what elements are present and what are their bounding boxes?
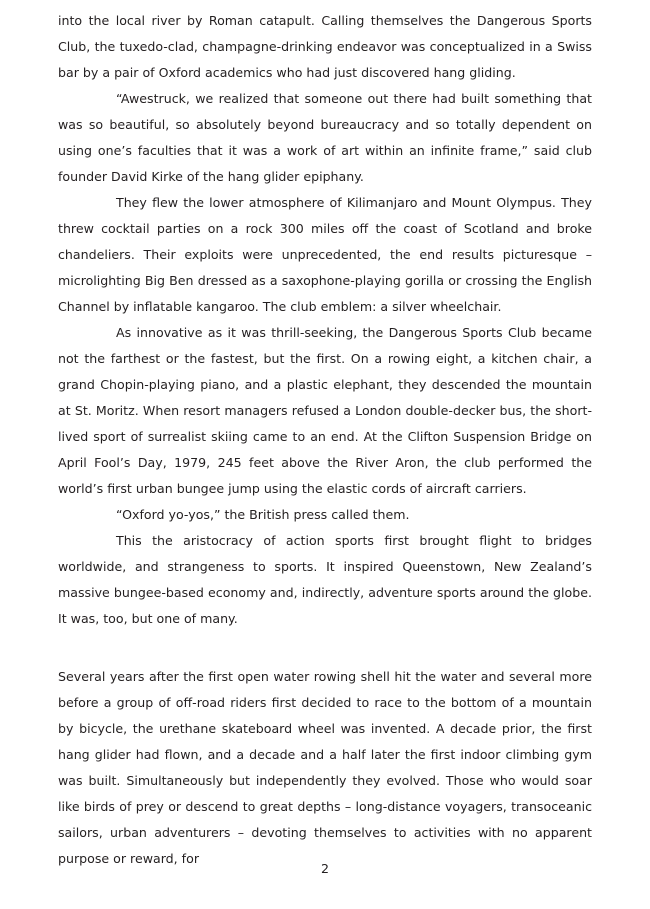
- paragraph-continuation: into the local river by Roman catapult. Calling themselves the Dangerous Sports Club, the tuxedo-clad, champagne-drinking endeavor was conceptualized in a Swiss bar by a pair of Oxford academics who had just discovered hang gliding.: [58, 13, 592, 80]
- page-number: 2: [320, 861, 329, 876]
- paragraph-first-bungee: As innovative as it was thrill-seeking, the Dangerous Sports Club became not the farthest or the fastest, but the first. On a rowing eight, a kitchen chair, a grand Chopin-playing piano, and a plastic elephant, they descended the mountain at St. Moritz. When resort managers refused a London double-decker bus, the short-lived sport of surrealist skiing came to an end. At the Clifton Suspension Bridge on April Fool’s Day, 1979, 245 feet above the River Aron, the club performed the world’s first urban bungee jump using the elastic cords of aircraft carriers.: [58, 325, 592, 496]
- paragraph-exploits: They flew the lower atmosphere of Kilimanjaro and Mount Olympus. They threw cocktail parties on a rock 300 miles off the coast of Scotland and broke chandeliers. Their exploits were unprecedented, the end results picturesque – microlighting Big Ben dressed as a saxophone-playing gorilla or crossing the English Channel by inflatable kangaroo. The club emblem: a silver wheelchair.: [58, 195, 592, 314]
- paragraph-evolution: Several years after the first open water rowing shell hit the water and several more before a group of off-road riders first decided to race to the bottom of a mountain by bicycle, the urethane skateboard wheel was invented. A decade prior, the first hang glider had flown, and a decade and a half later the first indoor climbing gym was built. Simultaneously but independently they evolved. Those who would soar like birds of prey or descend to great depths – long-distance voyagers, transoceanic sailors, urban adventurers – devoting themselves to activities with no apparent purpose or reward, for: [58, 669, 592, 866]
- body-text-section: [58, 8, 592, 632]
- paragraph-oxford-yoyos: “Oxford yo-yos,” the British press called them.: [116, 507, 410, 522]
- paragraph-quote-kirke: “Awestruck, we realized that someone out there had built something that was so beautiful, so absolutely beyond bureaucracy and so totally dependent on using one’s faculties that it was a work of art within an infinite frame,” said club founder David Kirke of the hang glider epiphany.: [58, 91, 592, 184]
- paragraph-aristocracy: This the aristocracy of action sports first brought flight to bridges worldwide, and strangeness to sports. It inspired Queenstown, New Zealand’s massive bungee-based economy and, indirectly, adventure sports around the globe. It was, too, but one of many.: [58, 533, 592, 626]
- body-text-section-new: [58, 664, 592, 872]
